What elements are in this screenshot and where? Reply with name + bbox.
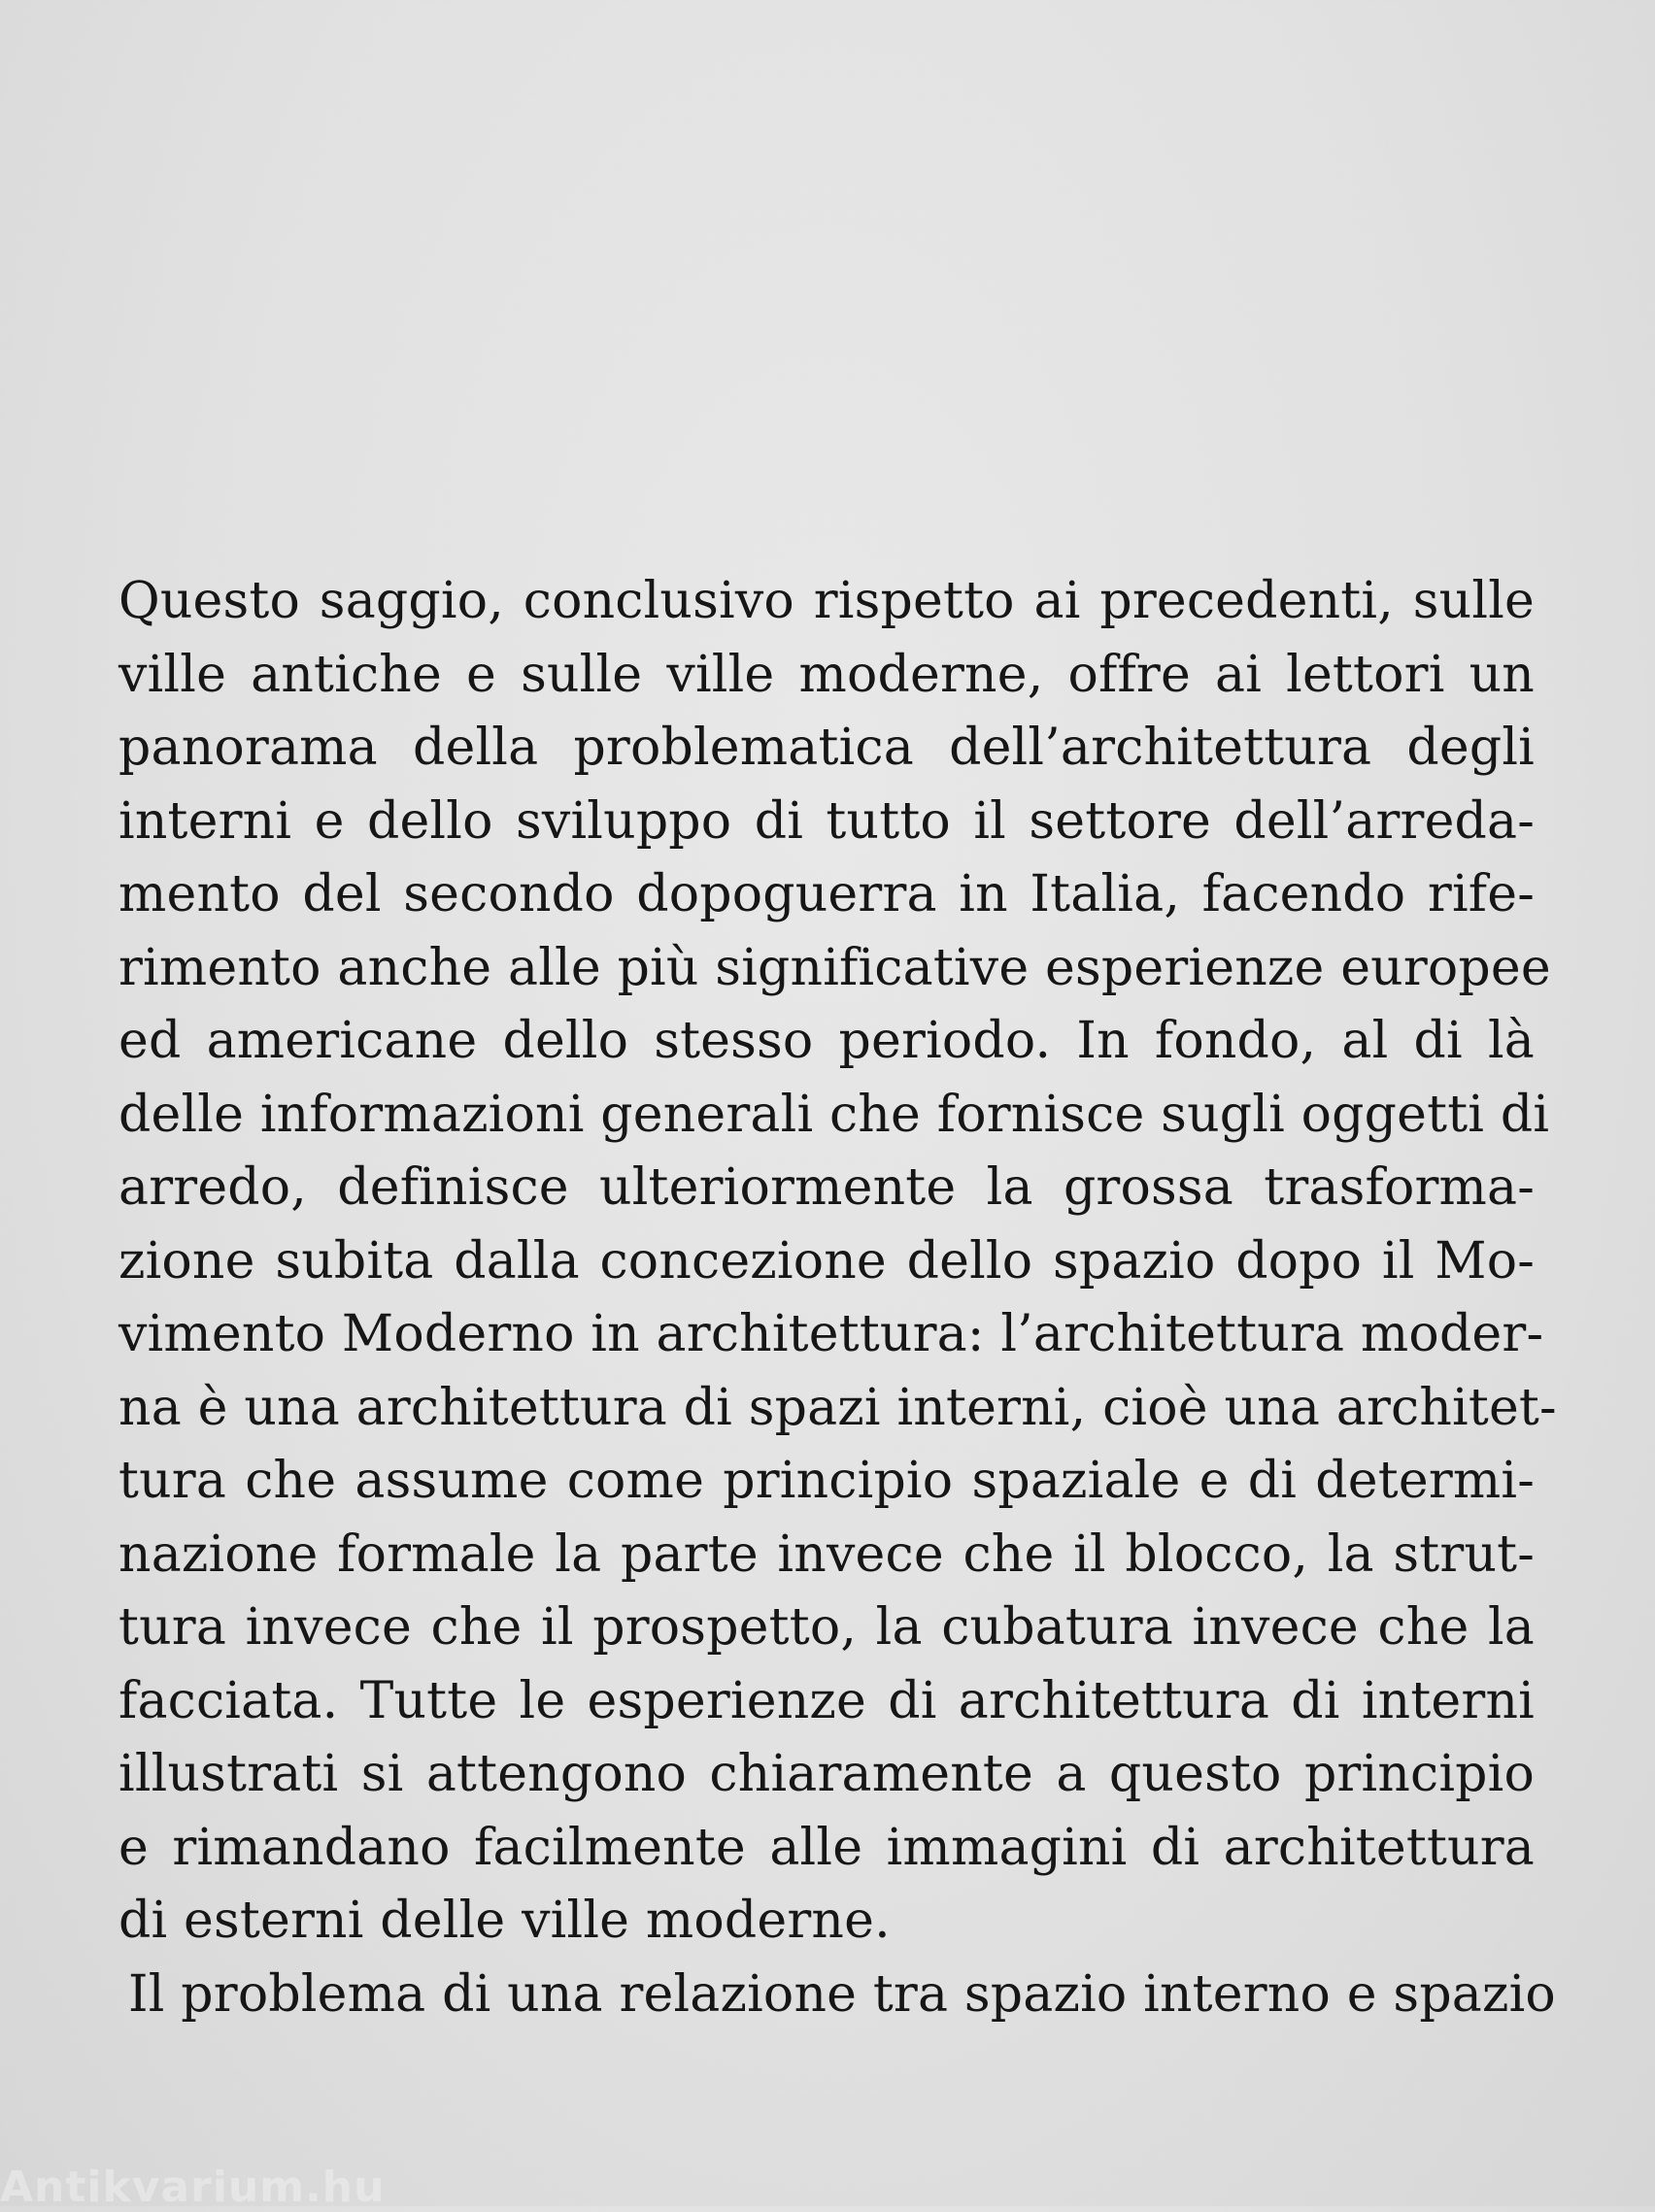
text-line: tura invece che il prospetto, la cubatura invece che la xyxy=(118,1598,1535,1657)
text-line: di esterni delle ville moderne. xyxy=(118,1892,891,1950)
paragraph-1 xyxy=(118,565,1557,1959)
text-line: Il problema di una relazione tra spazio interno e spazio xyxy=(128,1964,1556,2024)
text-line: rimento anche alle più significative esperienze europee xyxy=(118,938,1551,997)
text-line: illustrati si attengono chiaramente a questo principio xyxy=(118,1745,1535,1803)
text-line: panorama della problematica dell’architettura degli xyxy=(118,719,1535,777)
text-line: tura che assume come principio spaziale e di determi- xyxy=(118,1452,1535,1510)
text-line: delle informazioni generali che fornisce sugli oggetti di xyxy=(118,1085,1550,1144)
watermark: Antikvarium.hu xyxy=(0,2162,386,2212)
text-line: zione subita dalla concezione dello spazio dopo il Mo- xyxy=(118,1231,1535,1290)
paragraph-2 xyxy=(118,1959,1556,2032)
text-line: nazione formale la parte invece che il blocco, la strut- xyxy=(118,1525,1535,1584)
text-line: na è una architettura di spazi interni, cioè una architet- xyxy=(118,1378,1557,1437)
text-line: ville antiche e sulle ville moderne, offre ai lettori un xyxy=(118,645,1535,704)
text-line: facciata. Tutte le esperienze di architettura di interni xyxy=(118,1671,1535,1730)
text-line: Questo saggio, conclusivo rispetto ai precedenti, sulle xyxy=(118,572,1535,630)
text-line: vimento Moderno in architettura: l’architettura moder- xyxy=(118,1305,1544,1363)
body-text xyxy=(118,565,1557,2031)
text-line: e rimandano facilmente alle immagini di architettura xyxy=(118,1818,1535,1877)
text-line: ed americane dello stesso periodo. In fondo, al di là xyxy=(118,1012,1535,1070)
text-line: mento del secondo dopoguerra in Italia, facendo rife- xyxy=(118,865,1535,923)
text-line: arredo, definisce ulteriormente la grossa trasforma- xyxy=(118,1158,1535,1217)
text-line: interni e dello sviluppo di tutto il settore dell’arreda- xyxy=(118,791,1535,851)
